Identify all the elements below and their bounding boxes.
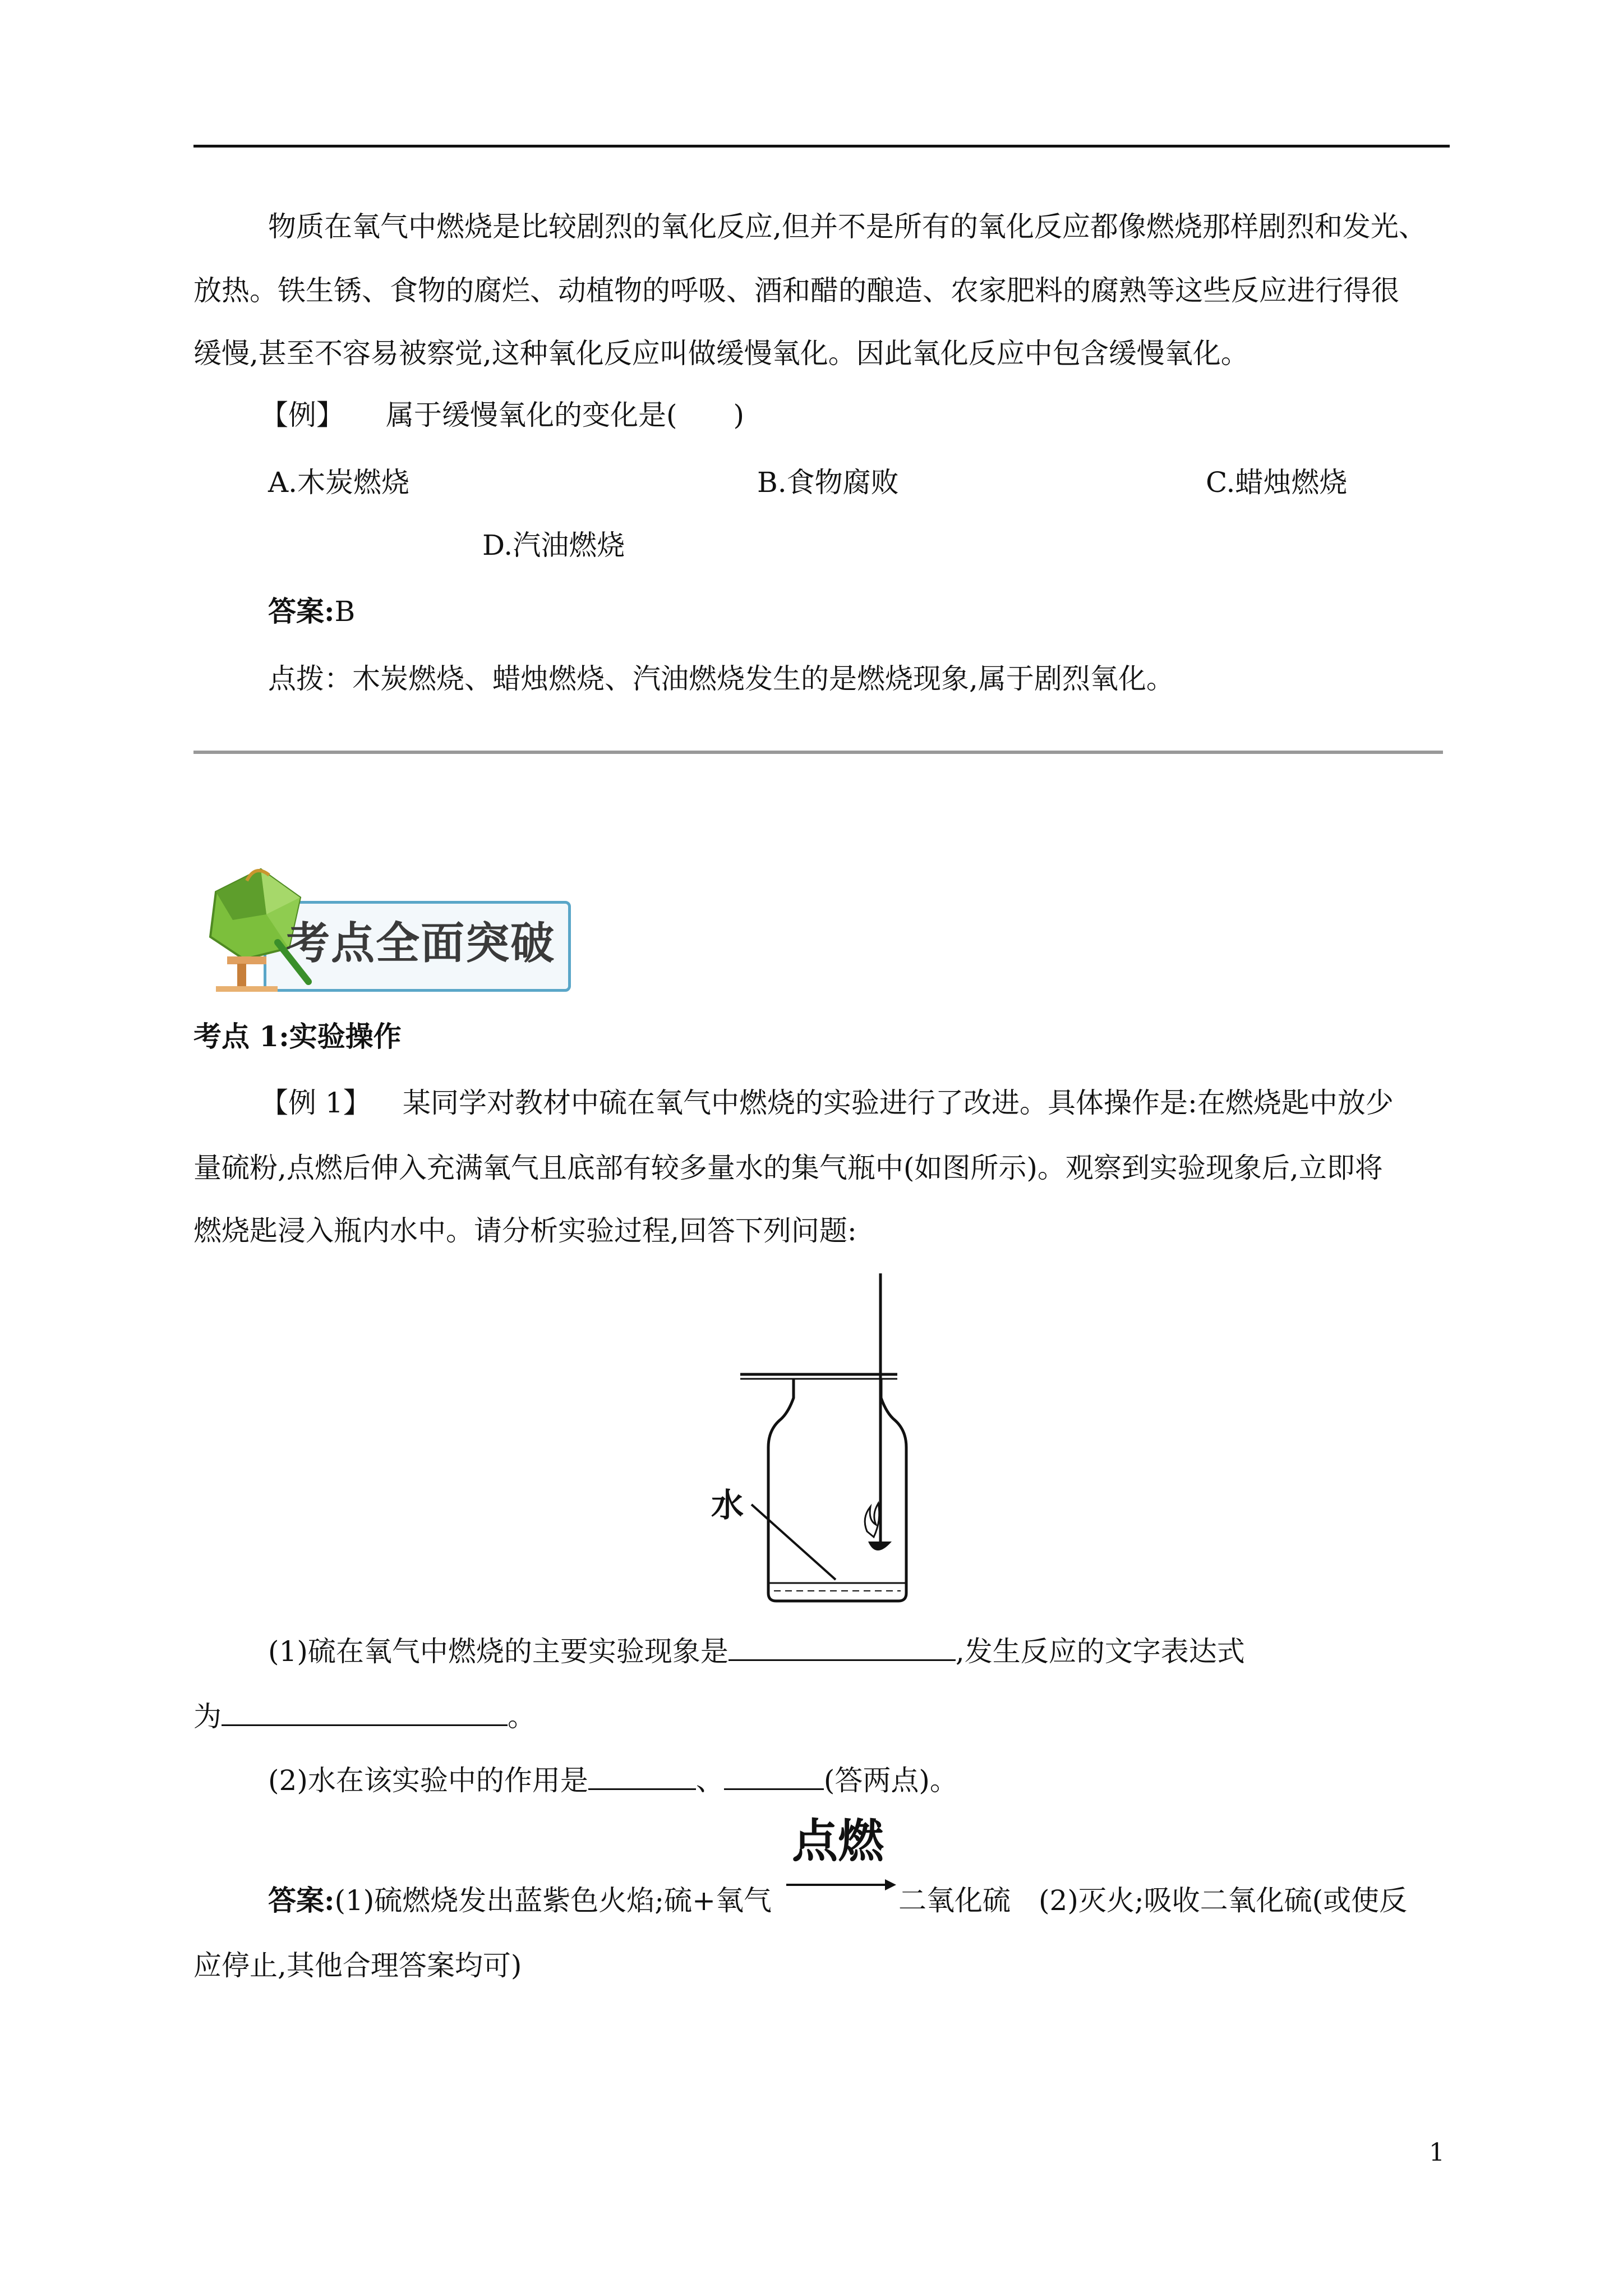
- example-question: 属于缓慢氧化的变化是( ): [386, 399, 745, 431]
- intro-line-2: 放热。铁生锈、食物的腐烂、动植物的呼吸、酒和醋的酿造、农家肥料的腐熟等这些反应进行得很: [193, 274, 1399, 307]
- option-c: C.蜡烛燃烧: [1206, 466, 1348, 499]
- question-2: [268, 1759, 958, 1800]
- section-divider: [193, 751, 1443, 754]
- example1-tag: 【例 1】: [260, 1087, 371, 1119]
- example1-line-3: 燃烧匙浸入瓶内水中。请分析实验过程,回答下列问题:: [193, 1214, 857, 1247]
- top-rule: [193, 145, 1450, 148]
- question-2-suffix: (答两点)。: [823, 1764, 958, 1797]
- question-2-blank-2: [724, 1759, 824, 1790]
- intro-line-3: 缓慢,甚至不容易被察觉,这种氧化反应叫做缓慢氧化。因此氧化反应中包含缓慢氧化。: [193, 337, 1249, 370]
- kaodian-1-answer: [268, 1881, 772, 1920]
- option-a: A.木炭燃烧: [268, 466, 410, 499]
- answer-value: B: [334, 595, 356, 628]
- reaction-arrow-icon: [785, 1874, 897, 1896]
- gas-jar-figure: [729, 1273, 942, 1604]
- option-b: B.食物腐败: [757, 466, 899, 499]
- example1-line-1: 某同学对教材中硫在氧气中燃烧的实验进行了改进。具体操作是:在燃烧匙中放少: [403, 1087, 1394, 1119]
- question-2-blank-1: [588, 1759, 696, 1790]
- badge-text: 考点全面突破: [286, 918, 556, 969]
- kaodian-1-answer-part-2: 二氧化硫 (2)灭火;吸收二氧化硫(或使反: [898, 1884, 1408, 1917]
- example1-line-2: 量硫粉,点燃后伸入充满氧气且底部有较多量水的集气瓶中(如图所示)。观察到实验现象后,立即将: [193, 1152, 1383, 1184]
- question-1-wei: 为: [193, 1700, 222, 1733]
- question-1-blank-2: [222, 1695, 508, 1726]
- question-1-suffix: ,发生反应的文字表达式: [955, 1635, 1245, 1668]
- page-number: 1: [1429, 2138, 1445, 2167]
- figure-water-label: 水: [711, 1486, 744, 1524]
- option-d: D.汽油燃烧: [482, 529, 625, 562]
- kaodian-1-answer-label: 答案:: [268, 1884, 335, 1917]
- question-1-blank-1: [728, 1630, 956, 1661]
- question-2-separator: 、: [695, 1764, 724, 1797]
- kaodian-1-answer-line-2: 应停止,其他合理答案均可): [193, 1949, 522, 1982]
- answer-label: 答案:: [268, 595, 335, 628]
- example-answer: [268, 592, 355, 631]
- question-1-end: 。: [508, 1700, 536, 1733]
- example-tag: 【例】: [260, 399, 344, 431]
- example-hint: 点拨：木炭燃烧、蜡烛燃烧、汽油燃烧发生的是燃烧现象,属于剧烈氧化。: [268, 662, 1174, 695]
- kaodian-1-title: 考点 1:实验操作: [193, 1020, 402, 1053]
- question-1-line-2: [193, 1695, 536, 1736]
- reaction-condition: 点燃: [792, 1815, 884, 1868]
- question-2-prefix: (2)水在该实验中的作用是: [268, 1764, 588, 1797]
- question-1: [268, 1630, 1245, 1671]
- kaodian-1-answer-part-1: (1)硫燃烧发出蓝紫色火焰;硫+氧气: [334, 1884, 772, 1917]
- intro-line-1: 物质在氧气中燃烧是比较剧烈的氧化反应,但并不是所有的氧化反应都像燃烧那样剧烈和发光、: [268, 210, 1427, 243]
- question-1-prefix: (1)硫在氧气中燃烧的主要实验现象是: [268, 1635, 728, 1668]
